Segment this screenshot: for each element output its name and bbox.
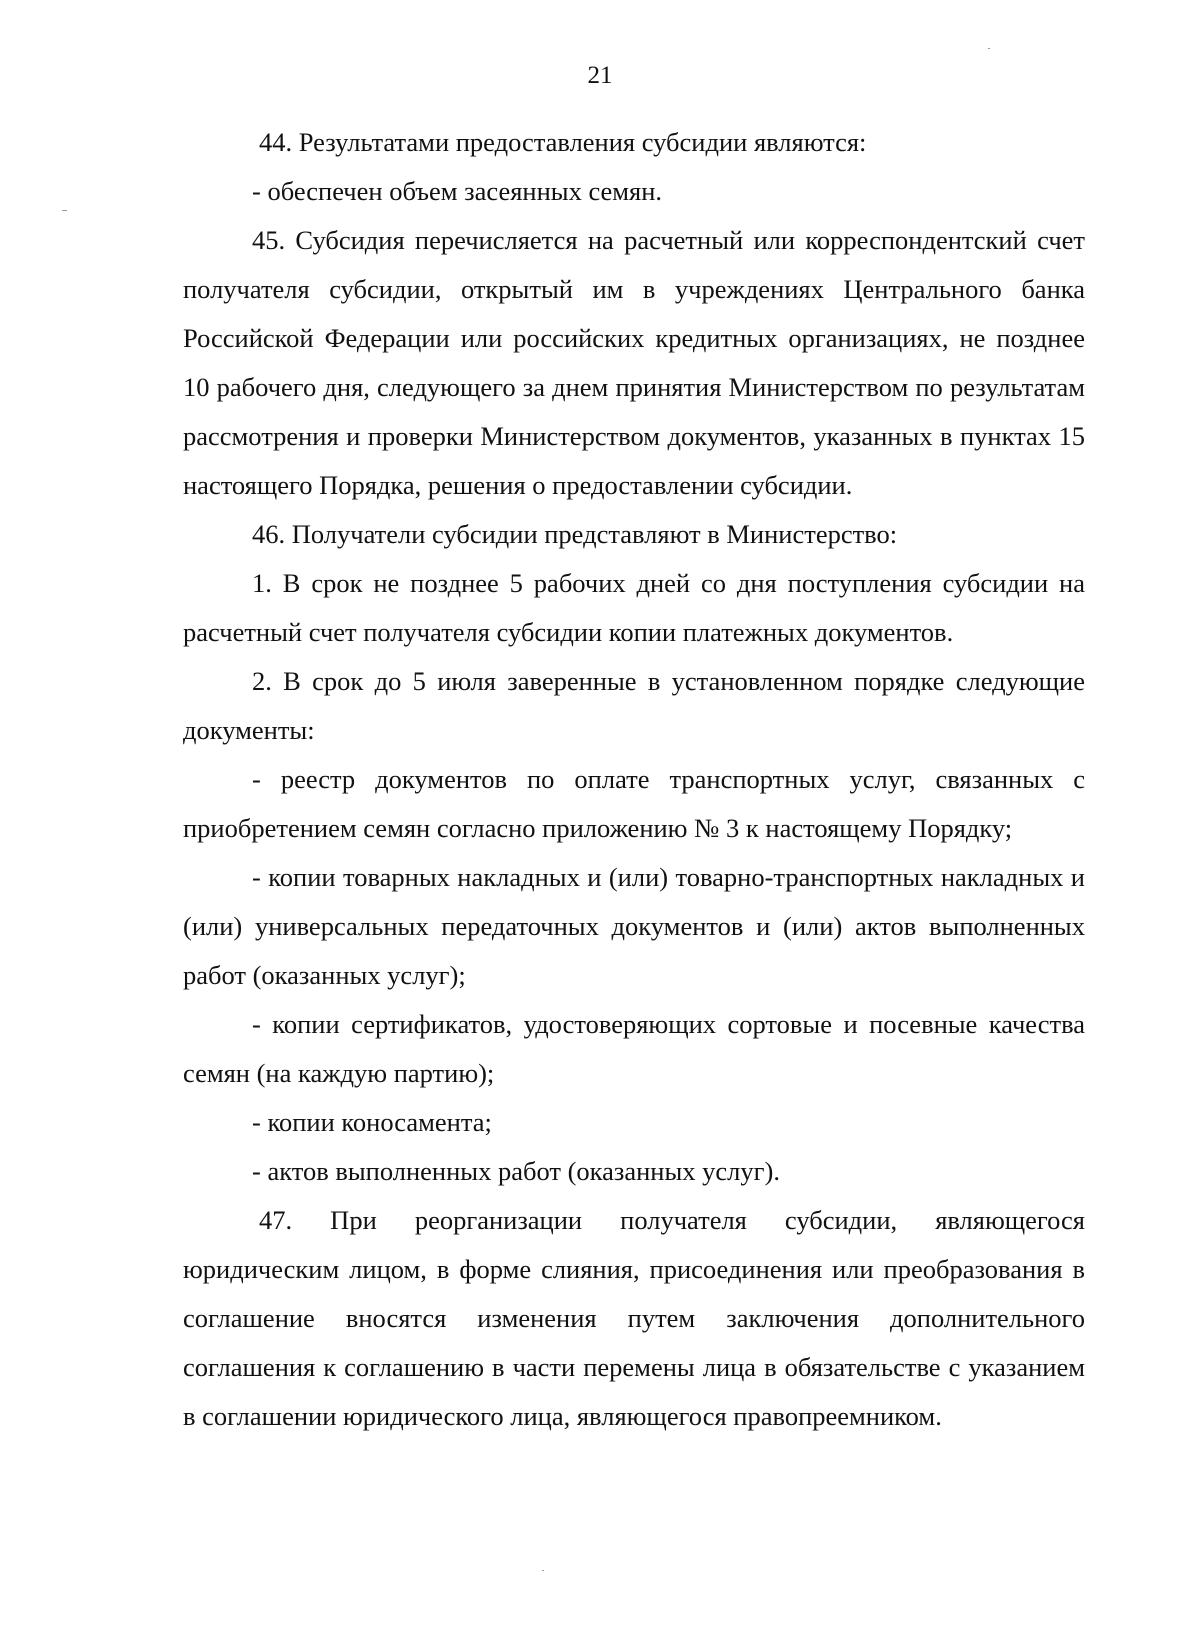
clause-44-item: - обеспечен объем засеянных семян. bbox=[252, 176, 663, 206]
clause-44-heading: 44. Результатами предоставления субсидии являются: bbox=[259, 127, 867, 157]
clause-47: 47. При реорганизации получателя субсидии, являющегося юридическим лицом, в форме слияния, присоединения или преобразования в соглашение вносятся изменения путем заключения дополнительного соглашения к соглашению в части перемены лица в обязательстве с указанием в соглашении юридического лица, являющегося правопреемником. bbox=[183, 1205, 1085, 1431]
document-list-item: - копии сертификатов, удостоверяющих сортовые и посевные качества семян (на каждую партию); bbox=[183, 1009, 1085, 1088]
clause-46-item-2: 2. В срок до 5 июля заверенные в установленном порядке следующие документы: bbox=[183, 666, 1085, 745]
scan-speck bbox=[988, 48, 990, 49]
page-number: 21 bbox=[587, 62, 613, 89]
document-list-item: - копии товарных накладных и (или) товарно-транспортных накладных и (или) универсальных передаточных документов и (или) актов выполненных работ (оказанных услуг); bbox=[183, 862, 1085, 990]
clause-46-heading: 46. Получатели субсидии представляют в Министерство: bbox=[252, 519, 898, 549]
scan-speck bbox=[62, 210, 67, 211]
document-body bbox=[183, 118, 1085, 1441]
clause-45: 45. Субсидия перечисляется на расчетный или корреспондентский счет получателя субсидии, открытый им в учреждениях Центрального банка Российской Федерации или российских кредитных организациях, не позднее 10 рабочего дня, следующего за днем принятия Министерством по результатам рассмотрения и проверки Министерством документов, указанных в пунктах 15 настоящего Порядка, решения о предоставлении субсидии. bbox=[183, 225, 1085, 500]
document-list-item: - актов выполненных работ (оказанных услуг). bbox=[252, 1156, 780, 1186]
document-list-item: - копии коносамента; bbox=[252, 1107, 492, 1137]
scan-speck bbox=[542, 1570, 544, 1571]
clause-46-item-1: 1. В срок не позднее 5 рабочих дней со дня поступления субсидии на расчетный счет получателя субсидии копии платежных документов. bbox=[183, 568, 1085, 647]
document-list-item: - реестр документов по оплате транспортных услуг, связанных с приобретением семян согласно приложению № 3 к настоящему Порядку; bbox=[183, 764, 1085, 843]
